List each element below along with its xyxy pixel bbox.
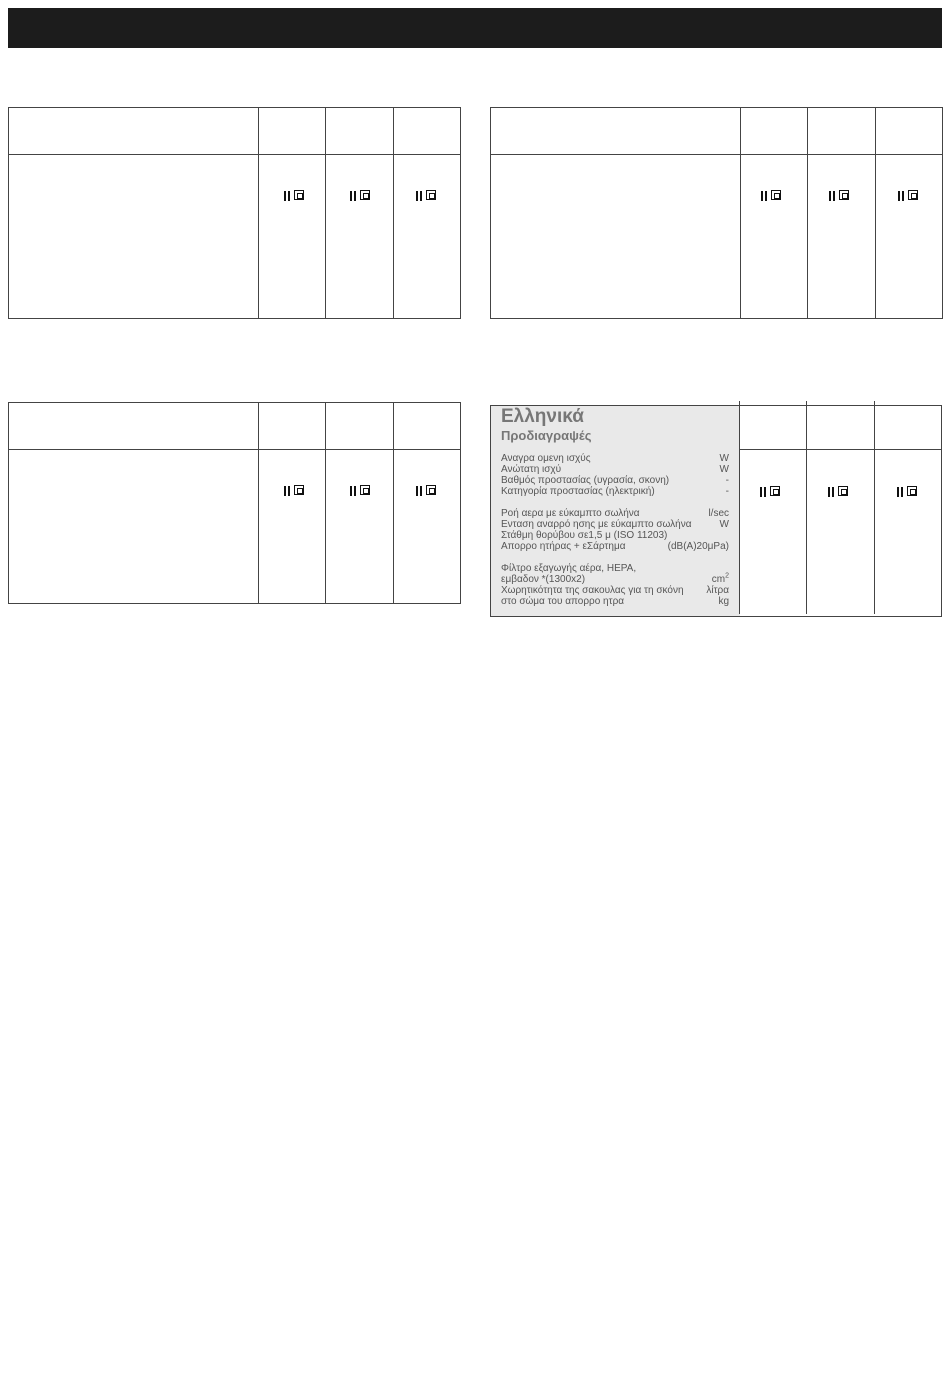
- protection-class-icon: [284, 190, 306, 202]
- protection-class-icon: [416, 485, 438, 497]
- protection-class-icon: [350, 485, 372, 497]
- spec-row-label: Ροή αερα με εύκαμπτο σωλήνα: [501, 508, 640, 519]
- spec-row-unit-superscript: 2: [725, 572, 729, 580]
- spec-row-label: Φίλτρο εξαγωγής αέρα, HEPA,: [501, 563, 637, 574]
- spec-row-unit: l/sec: [708, 508, 729, 519]
- spec-table-bottom-left: [8, 402, 461, 604]
- protection-class-icon: [761, 190, 783, 202]
- protection-class-icon: [829, 190, 851, 202]
- spec-row-label: στο σώμα του απορρο ητρα: [501, 596, 625, 607]
- protection-class-icon: [350, 190, 372, 202]
- spec-row-unit: kg: [718, 596, 729, 607]
- spec-row-label: Αναγρα ομενη ισχύς: [501, 453, 591, 464]
- language-label-box: [490, 405, 740, 617]
- protection-class-icon: [416, 190, 438, 202]
- spec-row-label: Ενταση αναρρό ησης με εύκαμπτο σωλήνα: [501, 519, 692, 530]
- protection-class-icon: [897, 486, 919, 498]
- spec-row-label: Στάθμη θορύβου σε1,5 μ (ISO 11203): [501, 530, 668, 541]
- spec-row-unit: W: [719, 464, 729, 475]
- spec-row-label: Κατηγορία προστασίας (ηλεκτρική): [501, 486, 655, 497]
- header-bar: [8, 8, 942, 48]
- protection-class-icon: [828, 486, 850, 498]
- spec-row-unit: [712, 574, 729, 585]
- protection-class-icon: [898, 190, 920, 202]
- spec-table-top-left: [8, 107, 461, 319]
- spec-row-unit: W: [719, 453, 729, 464]
- spec-row-label: Βαθμός προστασίας (υγρασία, σκονη): [501, 475, 670, 486]
- spec-row-unit-base: cm: [711, 574, 726, 585]
- spec-row-label: Απορρο ητήρας + εΣάρτημα: [501, 541, 626, 552]
- spec-row-unit: λίτρα: [706, 585, 729, 596]
- spec-row-label: Χωρητικότητα της σακουλας για τη σκόνη: [501, 585, 684, 596]
- spec-table-top-right: [490, 107, 943, 319]
- spec-row-label: Ανώτατη ισχύ: [501, 464, 562, 475]
- spec-row-unit: W: [719, 519, 729, 530]
- spec-row-unit: (dB(A)20μPa): [667, 541, 729, 552]
- language-subtitle: Προδιαγραψές: [501, 428, 592, 443]
- spec-row-unit: -: [725, 486, 729, 497]
- spec-row-unit: -: [725, 475, 729, 486]
- protection-class-icon: [760, 486, 782, 498]
- protection-class-icon: [284, 485, 306, 497]
- language-title: Ελληνικά: [501, 406, 584, 427]
- spec-row-label: εμβαδον *(1300x2): [501, 574, 586, 585]
